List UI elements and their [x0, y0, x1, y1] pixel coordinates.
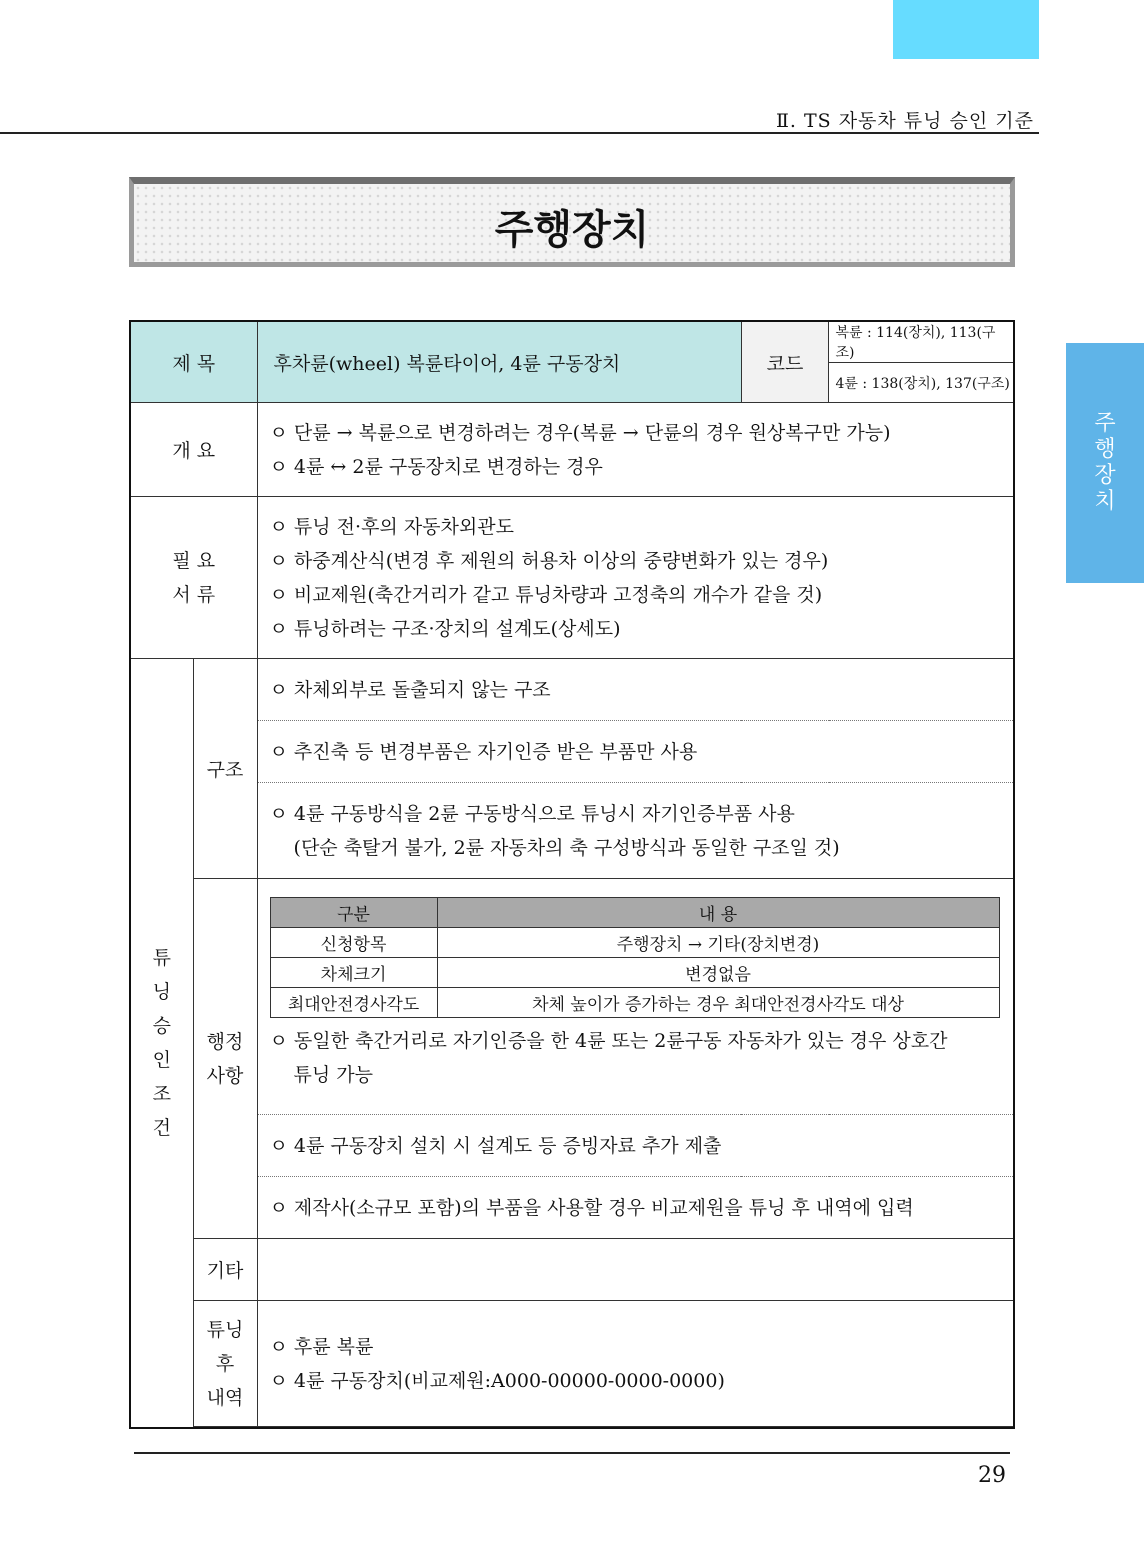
condition-label-char: 승 [152, 1015, 171, 1037]
structure-item-text: ㅇ 추진축 등 변경부품은 자기인증 받은 부품만 사용 [269, 740, 698, 763]
overview-content [257, 403, 1014, 497]
structure-item-text: (단순 축탈거 불가, 2륜 자동차의 축 구성방식과 동일한 구조일 것) [293, 836, 840, 859]
side-tab-char: 주 [1094, 411, 1116, 436]
etc-label: 기타 [193, 1239, 257, 1301]
structure-item-text: ㅇ 4륜 구동방식을 2륜 구동방식으로 튜닝시 자기인증부품 사용 [269, 802, 795, 825]
admin-label [193, 879, 257, 1239]
code-value-dual-wheel: 복륜 : 114(장치), 113(구조) [829, 321, 1014, 363]
condition-label-char: 건 [152, 1117, 171, 1139]
admin-table-cell: 차체 높이가 증가하는 경우 최대안전경사각도 대상 [437, 988, 999, 1018]
section-title: 주행장치 [494, 207, 650, 253]
admin-item: ㅇ 동일한 축간거리로 자기인증을 한 4륜 또는 2륜구동 자동차가 있는 경우 상호간 [269, 1030, 948, 1052]
subject-value: 후차륜(wheel) 복륜타이어, 4륜 구동장치 [257, 321, 741, 403]
admin-label-line: 행정 [206, 1030, 244, 1053]
admin-table-header: 내 용 [437, 898, 999, 928]
after-tuning-content [257, 1301, 1014, 1427]
admin-table-header: 구분 [270, 898, 437, 928]
running-header: Ⅱ. TS 자동차 튜닝 승인 기준 [775, 110, 1034, 132]
structure-item [257, 721, 1014, 783]
required-docs-label-line: 서 류 [172, 583, 216, 606]
required-docs-label-line: 필 요 [172, 549, 216, 572]
side-tab-char: 치 [1094, 489, 1116, 514]
condition-label-char: 튜 [152, 947, 171, 969]
after-tuning-label [193, 1301, 257, 1427]
overview-item: ㅇ 4륜 ↔ 2륜 구동장치로 변경하는 경우 [269, 455, 603, 478]
tuning-approval-conditions-label [130, 659, 193, 1429]
structure-label: 구조 [193, 659, 257, 879]
required-docs-content [257, 497, 1014, 659]
docs-item: ㅇ 튜닝 전·후의 자동차외관도 [269, 515, 514, 538]
section-title-box [129, 177, 1015, 267]
admin-table-cell: 변경없음 [437, 958, 999, 988]
header-rule [0, 132, 1039, 134]
overview-item: ㅇ 단륜 → 복륜으로 변경하려는 경우(복륜 → 단륜의 경우 원상복구만 가능) [269, 421, 891, 444]
code-value-4wd: 4륜 : 138(장치), 137(구조) [829, 363, 1014, 403]
admin-label-line: 사항 [206, 1064, 244, 1087]
admin-table-cell: 주행장치 → 기타(장치변경) [437, 928, 999, 958]
after-label-line: 후 [215, 1352, 235, 1375]
after-label-line: 튜닝 [206, 1318, 244, 1341]
admin-table-cell: 최대안전경사각도 [270, 988, 437, 1018]
admin-table-cell: 신청항목 [270, 928, 437, 958]
after-item: ㅇ 후륜 복륜 [269, 1335, 374, 1358]
condition-label-char: 닝 [152, 981, 171, 1003]
required-docs-label [130, 497, 257, 659]
admin-item: ㅇ 제작사(소규모 포함)의 부품을 사용할 경우 비교제원을 튜닝 후 내역에 입력 [269, 1196, 914, 1219]
code-label: 코드 [741, 321, 829, 403]
after-label-line: 내역 [206, 1386, 244, 1409]
overview-label: 개 요 [130, 403, 257, 497]
condition-label-char: 조 [152, 1083, 171, 1105]
approval-criteria-table [129, 320, 1015, 1429]
admin-summary-table [270, 897, 1000, 1018]
admin-item-cell [257, 1177, 1014, 1239]
side-tab-char: 장 [1094, 463, 1116, 488]
after-item: ㅇ 4륜 구동장치(비교제원:A000-00000-0000-0000) [269, 1369, 725, 1392]
structure-item-text: ㅇ 차체외부로 돌출되지 않는 구조 [269, 678, 551, 701]
footer-rule [134, 1452, 1010, 1454]
structure-item [257, 783, 1014, 879]
admin-main-cell [257, 879, 1014, 1115]
side-tab-char: 행 [1094, 437, 1116, 462]
top-color-tab [893, 0, 1039, 59]
admin-item-cell [257, 1115, 1014, 1177]
admin-item: ㅇ 4륜 구동장치 설치 시 설계도 등 증빙자료 추가 제출 [269, 1134, 722, 1157]
docs-item: ㅇ 튜닝하려는 구조·장치의 설계도(상세도) [269, 617, 621, 640]
condition-label-char: 인 [152, 1049, 171, 1071]
side-section-tab [1066, 343, 1144, 583]
subject-label: 제 목 [130, 321, 257, 403]
etc-content [257, 1239, 1014, 1301]
docs-item: ㅇ 하중계산식(변경 후 제원의 허용차 이상의 중량변화가 있는 경우) [269, 549, 829, 572]
admin-table-cell: 차체크기 [270, 958, 437, 988]
admin-item-cont: 튜닝 가능 [293, 1064, 373, 1086]
page-number: 29 [978, 1463, 1006, 1488]
docs-item: ㅇ 비교제원(축간거리가 같고 튜닝차량과 고정축의 개수가 같을 것) [269, 583, 823, 606]
structure-item [257, 659, 1014, 721]
